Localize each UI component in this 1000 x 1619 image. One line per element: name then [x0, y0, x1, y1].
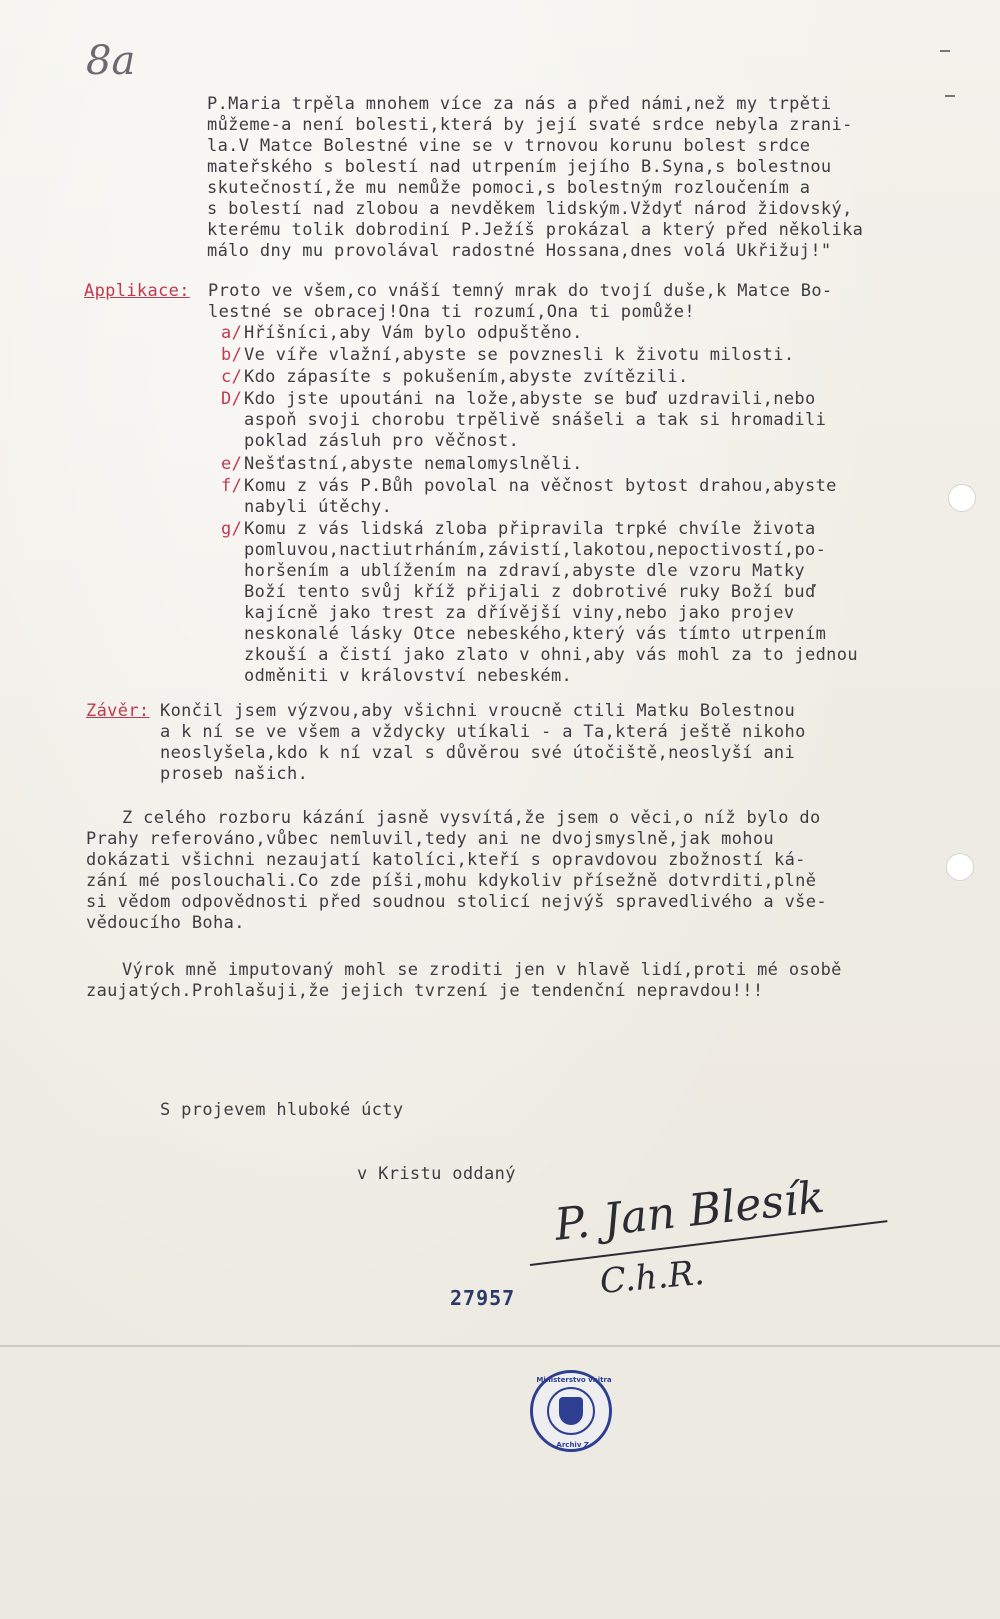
text-line: la.V Matce Bolestné vine se v trnovou korunu bolest srdce [207, 136, 811, 156]
text-line: dokázati všichni nezaujatí katolíci,kteří s opravdovou zbožností ká- [86, 850, 806, 870]
list-item-text: Kdo zápasíte s pokušením,abyste zvítězili. [244, 367, 689, 387]
text-line: málo dny mu provolával radostné Hossana,dnes volá Ukřižuj!" [207, 241, 832, 261]
punch-hole [946, 853, 974, 881]
text-line: P.Maria trpěla mnohem více za nás a před námi,než my trpěti [207, 94, 832, 114]
text-line: Prahy referováno,vůbec nemluvil,tedy ani ne dvojsmyslně,jak mohou [86, 829, 775, 849]
section-label-applikace: Applikace: [84, 281, 190, 301]
text-line: si vědom odpovědnosti před soudnou stolicí nejvýš spravedlivého a vše- [86, 892, 827, 912]
stamp-emblem-icon [559, 1397, 583, 1425]
list-item-text: Kdo jste upoutáni na lože,abyste se buď uzdravili,nebo [244, 389, 816, 409]
stamp-bottom-text: Archiv Z. [556, 1441, 592, 1449]
list-item-text: Komu z vás P.Bůh povolal na věčnost bytost drahou,abyste [244, 476, 837, 496]
signature: P. Jan Blesík [552, 1171, 827, 1251]
paper-fold [0, 1345, 1000, 1347]
list-item-text: odměniti v království nebeském. [244, 666, 573, 686]
text-line: Z celého rozboru kázání jasně vysvítá,že jsem o věci,o níž bylo do [122, 808, 821, 828]
text-line: s bolestí nad zlobou a nevděkem lidským.Vždyť národ židovský, [207, 199, 853, 219]
text-line: zaujatých.Prohlašuji,že jejich tvrzení je tendenční nepravdou!!! [86, 981, 764, 1001]
text-line: Proto ve všem,co vnáší temný mrak do tvojí duše,k Matce Bo- [208, 281, 833, 301]
closing-salutation: S projevem hluboké úcty [160, 1100, 404, 1120]
text-line: skutečností,že mu nemůže pomoci,s bolestným rozloučením a [207, 178, 811, 198]
list-item-text: aspoň svoji chorobu trpělivě snášeli a tak si hromadili [244, 410, 827, 430]
list-item-text: kajícně jako trest za dřívější viny,nebo jako projev [244, 603, 795, 623]
text-line: a k ní se ve všem a vždycky utíkali - a Ta,která ještě nikoho [160, 722, 806, 742]
list-marker: f/ [221, 476, 243, 496]
list-item-text: zkouší a čistí jako zlato v ohni,aby vás mohl za to jednou [244, 645, 858, 665]
list-marker: D/ [221, 389, 243, 409]
signature-suffix: C.h.R. [598, 1252, 707, 1302]
list-item-text: neskonalé lásky Otce nebeského,který vás tímto utrpením [244, 624, 827, 644]
closing-phrase: v Kristu oddaný [357, 1164, 516, 1184]
list-marker: g/ [221, 519, 243, 539]
text-line: lestné se obracej!Ona ti rozumí,Ona ti pomůže! [208, 302, 695, 322]
list-item-text: pomluvou,nactiutrháním,závistí,lakotou,nepoctivostí,po- [244, 540, 827, 560]
list-item-text: Nešťastní,abyste nemalomyslněli. [244, 454, 583, 474]
document-number: 27957 [450, 1286, 516, 1310]
list-item-text: Hříšníci,aby Vám bylo odpuštěno. [244, 323, 583, 343]
list-item-text: horšením a ublížením na zdraví,abyste dle vzoru Matky [244, 561, 805, 581]
margin-mark [945, 95, 955, 97]
text-line: proseb našich. [160, 764, 309, 784]
margin-mark [940, 50, 950, 52]
text-line: zání mé poslouchali.Co zde píši,mohu kdykoliv přísežně dotvrditi,plně [86, 871, 817, 891]
list-item-text: nabyli útěchy. [244, 497, 393, 517]
text-line: můžeme-a není bolesti,která by její svaté srdce nebyla zrani- [207, 115, 853, 135]
text-line: Končil jsem výzvou,aby všichni vroucně ctili Matku Bolestnou [160, 701, 796, 721]
list-marker: a/ [221, 323, 243, 343]
text-line: kterému tolik dobrodiní P.Ježíš prokázal a který před několika [207, 220, 864, 240]
list-marker: c/ [221, 367, 243, 387]
text-line: vědoucího Boha. [86, 913, 245, 933]
stamp-top-text: Ministerstvo vnitra [536, 1376, 612, 1384]
handwritten-page-number: 8a [86, 38, 136, 84]
punch-hole [948, 484, 976, 512]
text-line: neoslyšela,kdo k ní vzal s důvěrou své útočiště,neoslyší ani [160, 743, 796, 763]
text-line: Výrok mně imputovaný mohl se zroditi jen v hlavě lidí,proti mé osobě [122, 960, 842, 980]
section-label-zaver: Závěr: [86, 701, 150, 721]
list-marker: b/ [221, 345, 243, 365]
archive-stamp [530, 1370, 612, 1452]
list-item-text: Komu z vás lidská zloba připravila trpké chvíle života [244, 519, 816, 539]
text-line: mateřského s bolestí nad utrpením jejího B.Syna,s bolestnou [207, 157, 832, 177]
list-marker: e/ [221, 454, 243, 474]
list-item-text: Ve víře vlažní,abyste se povznesli k životu milosti. [244, 345, 795, 365]
list-item-text: poklad zásluh pro věčnost. [244, 431, 520, 451]
list-item-text: Boží tento svůj kříž přijali z dobrotivé ruky Boží buď [244, 582, 816, 602]
